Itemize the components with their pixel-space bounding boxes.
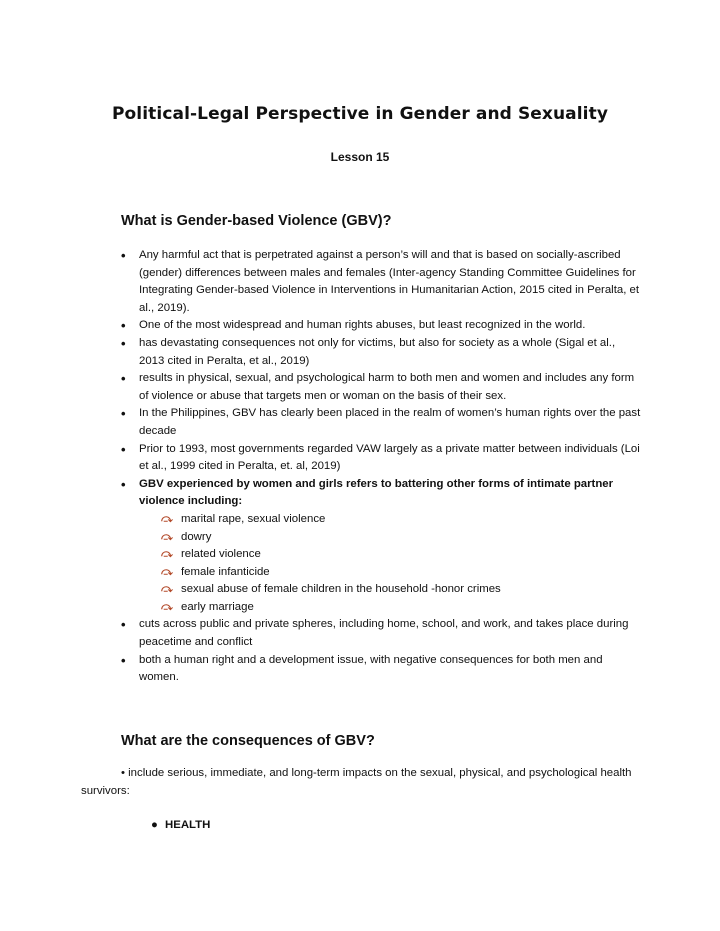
arrow-bullet-icon: ⤼ [161,530,173,543]
consequences-paragraph: • include serious, immediate, and long-term impacts on the sexual, physical, and psychological health survivors: [81,767,632,797]
sub-list-item [139,511,641,529]
list-item: • In the Philippines, GBV has clearly been placed in the realm of women’s human rights over the past decade [121,405,641,440]
list-item: • One of the most widespread and human rights abuses, but least recognized in the world. [121,317,641,335]
document-title: Political-Legal Perspective in Gender and Sexuality [111,104,609,124]
arrow-bullet-icon: ⤼ [161,512,173,525]
list-item: • Prior to 1993, most governments regarded VAW largely as a private matter between individuals (Loi et al., 1999 cited in Peralta, et. al, 2019) [121,441,641,476]
list-item: • both a human right and a development issue, with negative consequences for both men and women. [121,652,641,687]
sub-list-item-text: related violence [181,548,261,561]
sub-list-item-text: marital rape, sexual violence [181,512,326,525]
sub-list-item-text: female infanticide [181,565,270,578]
sub-list-item [139,581,641,599]
consequences-heading: What are the consequences of GBV? [121,733,375,749]
sub-list-item-text: sexual abuse of female children in the household -honor crimes [181,583,501,596]
sub-list-item [139,599,641,617]
list-item-text: GBV experienced by women and girls refers to battering other forms of intimate partner violence including: [139,477,614,508]
list-item: • has devastating consequences not only for victims, but also for society as a whole (Sigal et al., 2013 cited in Peralta, et al., 2019) [121,335,641,370]
list-item-with-subitems [121,476,641,617]
sub-list-item-text: dowry [181,530,212,543]
list-item: • results in physical, sexual, and psychological harm to both men and women and includes any form of violence or abuse that targets men or woman on the basis of their sex. [121,370,641,405]
sub-list-item [139,529,641,547]
sub-list-item-text: early marriage [181,600,254,613]
health-label: HEALTH [165,819,211,831]
bullet-icon: ● [151,819,158,831]
lesson-label: Lesson 15 [330,150,390,164]
gbv-bullet-list [121,247,641,687]
list-item: • cuts across public and private spheres, including home, school, and work, and takes place during peacetime and conflict [121,616,641,651]
gbv-heading: What is Gender-based Violence (GBV)? [121,213,392,229]
arrow-bullet-icon: ⤼ [161,548,173,561]
sub-list-item [139,564,641,582]
arrow-bullet-icon: ⤼ [161,565,173,578]
health-item [151,819,210,831]
arrow-bullet-icon: ⤼ [161,583,173,596]
list-item: • Any harmful act that is perpetrated against a person’s will and that is based on socially-ascribed (gender) differences between males and females (Inter-agency Standing Committee Guidelines for Integrating Gender-based Violence in Interventions in Humanitarian Action, 2015 cited in Peralta, et al., 2019). [121,247,641,317]
sub-list-item [139,546,641,564]
arrow-bullet-icon: ⤼ [161,600,173,613]
gbv-forms-sublist [139,511,641,617]
